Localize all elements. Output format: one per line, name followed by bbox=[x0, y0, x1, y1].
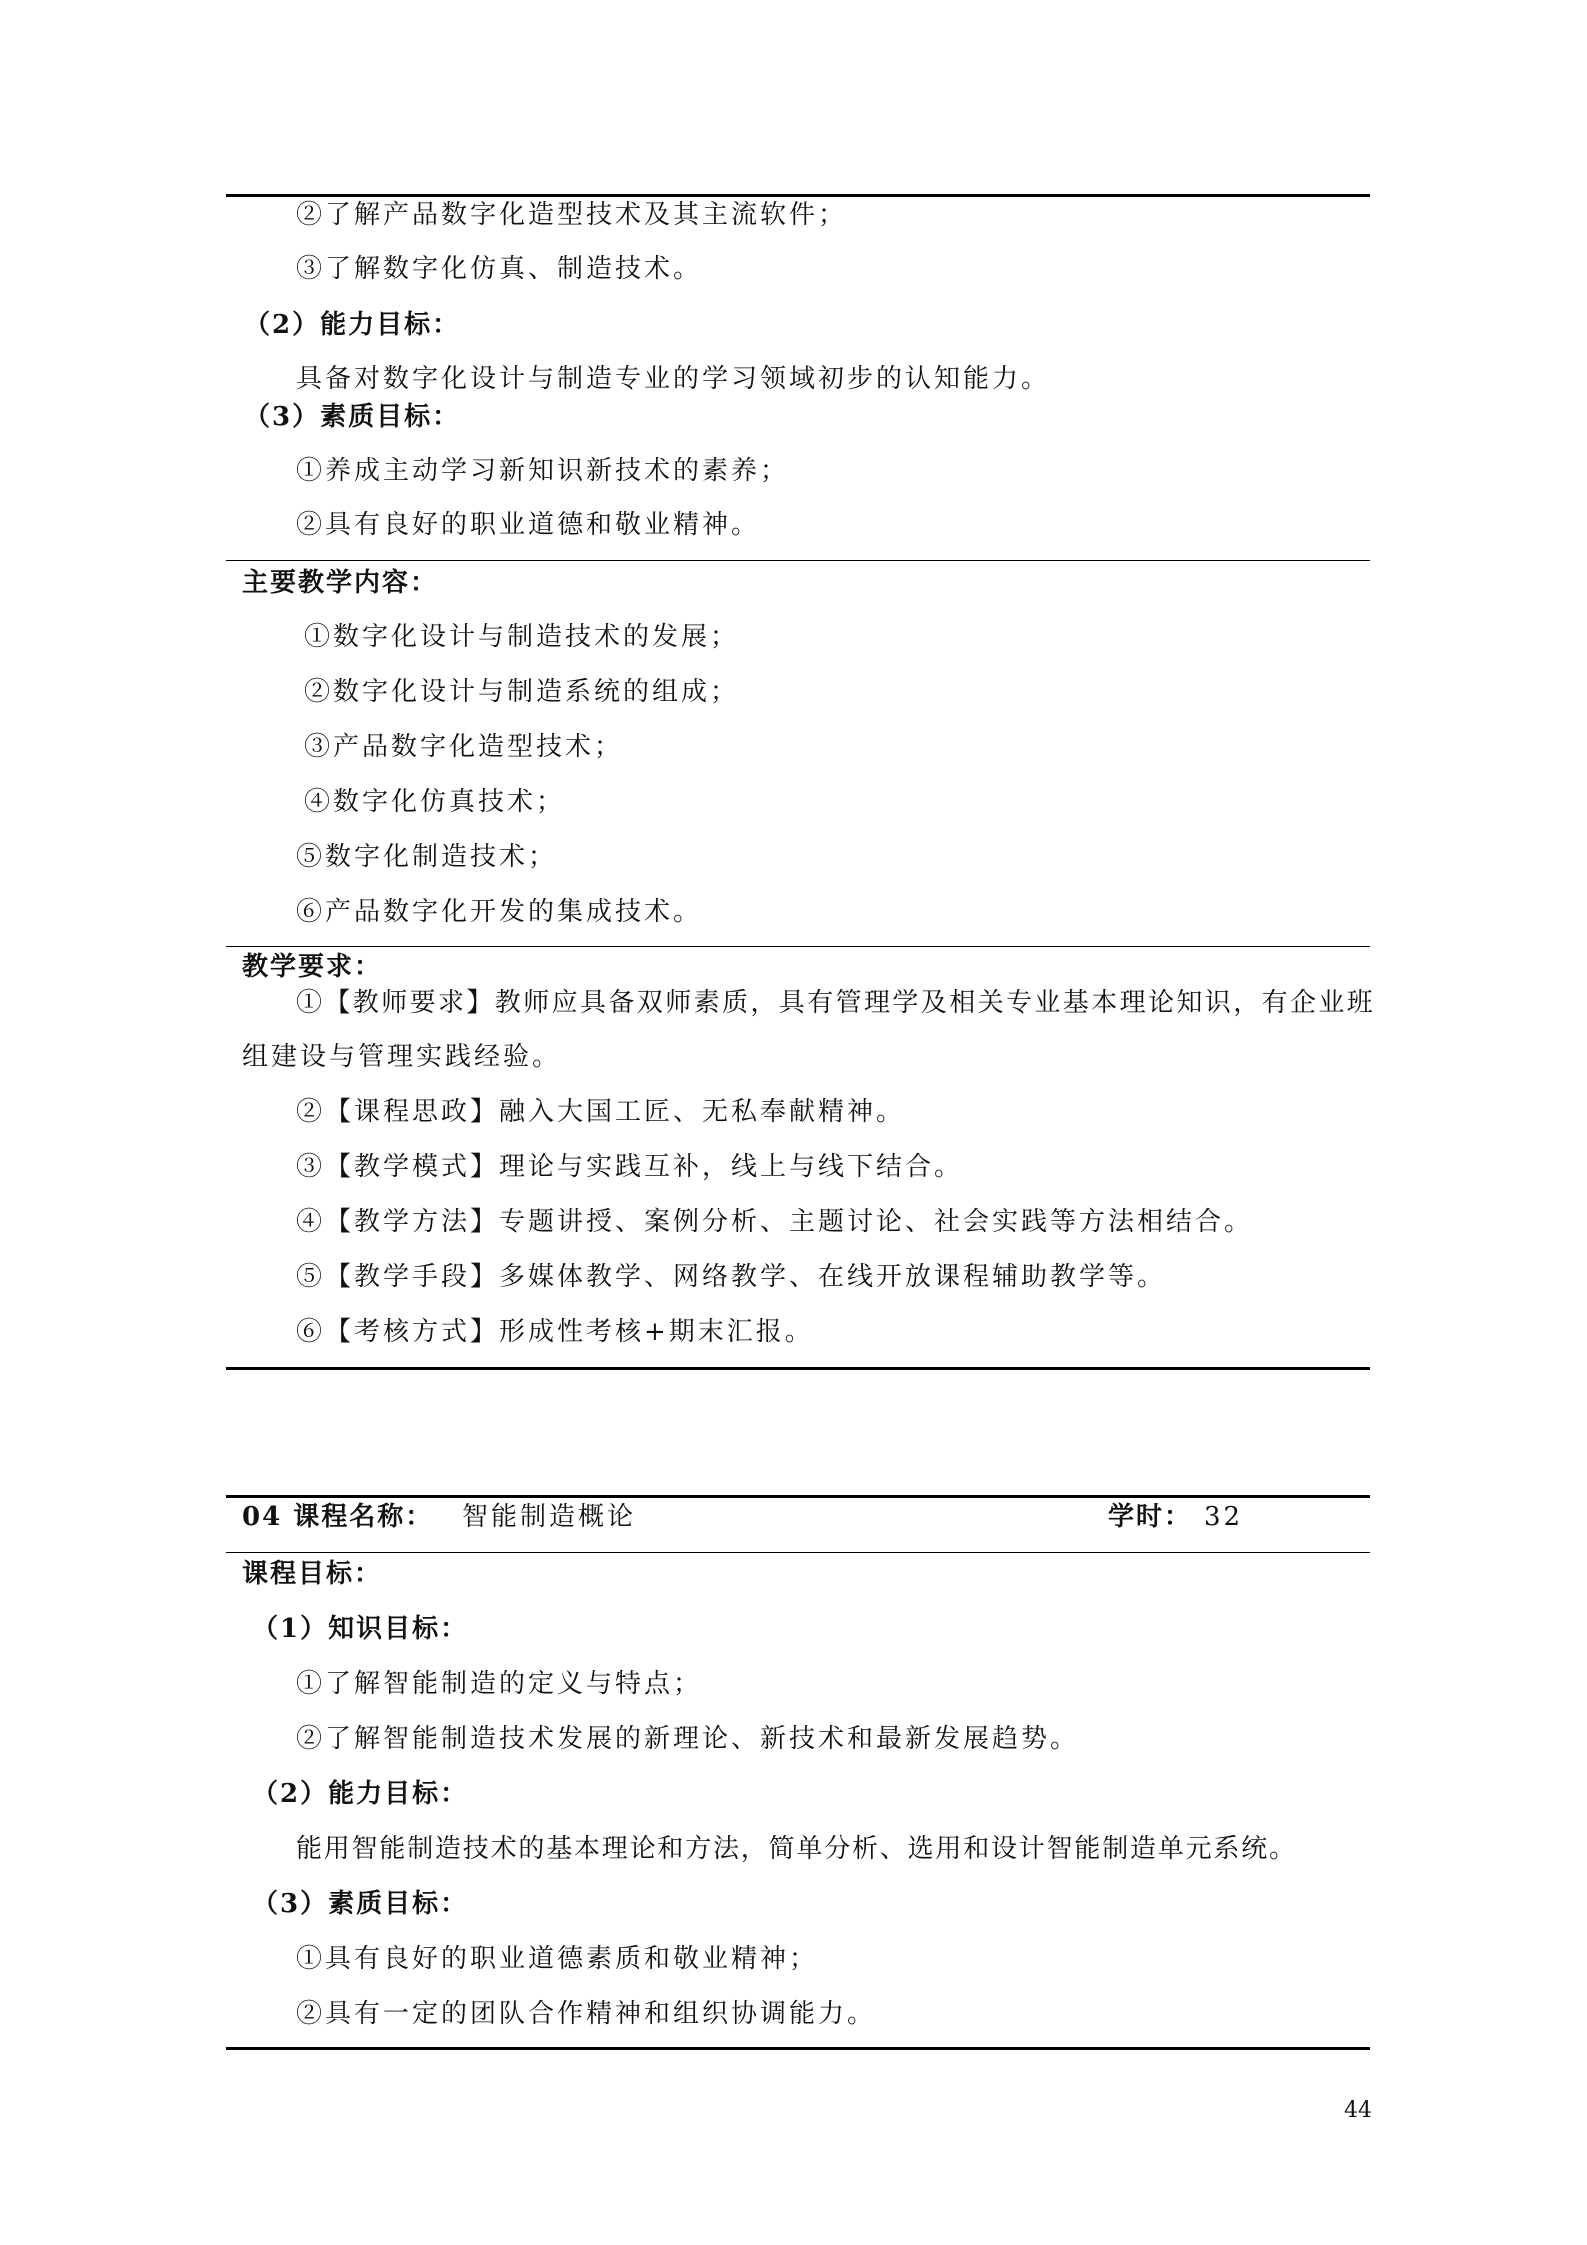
course-name: 智能制造概论 bbox=[462, 1502, 637, 1532]
requirement-item: ④【教学方法】专题讲授、案例分析、主题讨论、社会实践等方法相结合。 bbox=[296, 1207, 1254, 1237]
course-name-label: 04 课程名称： bbox=[242, 1502, 434, 1532]
goals-heading: 课程目标： bbox=[242, 1559, 383, 1589]
section-divider bbox=[226, 560, 1370, 561]
requirement-item: ①【教师要求】教师应具备双师素质，具有管理学及相关专业基本理论知识，有企业班 bbox=[296, 988, 1376, 1018]
requirement-item: ③【教学模式】理论与实践互补，线上与线下结合。 bbox=[296, 1152, 964, 1182]
knowledge-item: ①了解智能制造的定义与特点； bbox=[296, 1669, 703, 1699]
content-item: ④数字化仿真技术； bbox=[304, 787, 566, 817]
content-item: ⑤数字化制造技术； bbox=[296, 842, 558, 872]
content-item: ⑥产品数字化开发的集成技术。 bbox=[296, 897, 703, 927]
knowledge-item: ③了解数字化仿真、制造技术。 bbox=[296, 254, 703, 284]
quality-item: ①具有良好的职业道德素质和敬业精神； bbox=[296, 1944, 819, 1974]
knowledge-heading: （1）知识目标： bbox=[252, 1614, 469, 1644]
hours-label: 学时： bbox=[1108, 1502, 1193, 1532]
quality-item: ②具有良好的职业道德和敬业精神。 bbox=[296, 510, 761, 540]
ability-text: 能用智能制造技术的基本理论和方法，简单分析、选用和设计智能制造单元系统。 bbox=[296, 1834, 1297, 1864]
content-item: ①数字化设计与制造技术的发展； bbox=[304, 622, 740, 652]
requirements-heading: 教学要求： bbox=[242, 952, 383, 982]
page-number: 44 bbox=[1344, 2098, 1372, 2123]
ability-text: 具备对数字化设计与制造专业的学习领域初步的认知能力。 bbox=[296, 364, 1051, 394]
table-top-rule bbox=[226, 194, 1370, 197]
ability-heading: （2）能力目标： bbox=[252, 1779, 469, 1809]
table-top-rule bbox=[226, 1495, 1370, 1498]
ability-heading: （2）能力目标： bbox=[244, 310, 461, 340]
quality-item: ②具有一定的团队合作精神和组织协调能力。 bbox=[296, 1999, 877, 2029]
section-divider bbox=[226, 946, 1370, 947]
table-bottom-rule bbox=[226, 2047, 1370, 2050]
requirement-item: ⑤【教学手段】多媒体教学、网络教学、在线开放课程辅助教学等。 bbox=[296, 1262, 1167, 1292]
requirement-item-continued: 组建设与管理实践经验。 bbox=[242, 1042, 562, 1072]
content-heading: 主要教学内容： bbox=[242, 568, 439, 598]
content-item: ②数字化设计与制造系统的组成； bbox=[304, 677, 740, 707]
section-divider bbox=[226, 1552, 1370, 1553]
content-item: ③产品数字化造型技术； bbox=[304, 732, 624, 762]
quality-heading: （3）素质目标： bbox=[244, 402, 461, 432]
quality-item: ①养成主动学习新知识新技术的素养； bbox=[296, 456, 790, 486]
knowledge-item: ②了解智能制造技术发展的新理论、新技术和最新发展趋势。 bbox=[296, 1724, 1080, 1754]
hours-value: 32 bbox=[1204, 1502, 1244, 1532]
quality-heading: （3）素质目标： bbox=[252, 1889, 469, 1919]
requirement-item: ⑥【考核方式】形成性考核+期末汇报。 bbox=[296, 1317, 814, 1347]
knowledge-item: ②了解产品数字化造型技术及其主流软件； bbox=[296, 200, 848, 230]
table-bottom-rule bbox=[226, 1367, 1370, 1370]
requirement-item: ②【课程思政】融入大国工匠、无私奉献精神。 bbox=[296, 1097, 906, 1127]
